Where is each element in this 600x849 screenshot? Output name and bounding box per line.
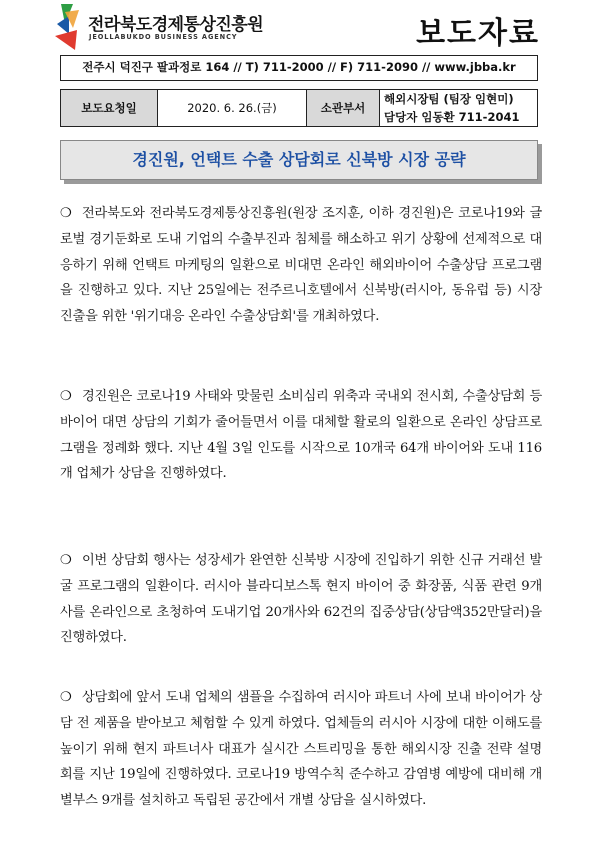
bullet-circle-icon: ❍ — [60, 690, 72, 705]
date-value: 2020. 6. 26.(금) — [158, 90, 307, 127]
dept-team: 해외시장팀 (팀장 임현미) — [384, 92, 514, 106]
headline: 경진원, 언택트 수출 상담회로 신북방 시장 공략 — [60, 140, 538, 180]
bullet-circle-icon: ❍ — [60, 553, 72, 568]
dept-label: 소관부서 — [307, 90, 380, 127]
info-table — [60, 89, 538, 127]
paragraph — [60, 384, 542, 487]
dept-contact: 담당자 임동환 711-2041 — [384, 110, 520, 124]
paragraph — [60, 548, 542, 651]
paragraph-text: 상담회에 앞서 도내 업체의 샘플을 수집하여 러시아 파트너 사에 보내 바이어가 상담 전 제품을 받아보고 체험할 수 있게 하였다. 업체들의 러시아 시장에 대한 이해도를 높이기 위해 현지 파트너사 대표가 실시간 스트리밍을 통한 해외시장 진출 전략 설명회를 지난 19일에 진행하였다. 코로나19 방역수칙 준수하고 감염병 예방에 대비해 개별부스 9개를 설치하고 독립된 공간에서 개별 상담을 실시하였다. — [60, 690, 542, 809]
org-subtitle: JEOLLABUKDO BUSINESS AGENCY — [89, 33, 238, 41]
dept-info — [380, 90, 538, 127]
bullet-circle-icon: ❍ — [60, 389, 72, 404]
contact-line: 전주시 덕진구 팔과정로 164 // T) 711-2000 // F) 711-2090 // www.jbba.kr — [60, 55, 538, 81]
paragraph-text: 전라북도와 전라북도경제통상진흥원(원장 조지훈, 이하 경진원)은 코로나19와 글로벌 경기둔화로 도내 기업의 수출부진과 침체를 해소하고 위기 상황에 선제적으로 대응하기 위해 언택트 마케팅의 일환으로 비대면 온라인 해외바이어 수출상담 프로그램을 진행하고 있다. 지난 25일에는 전주르니호텔에서 신북방(러시아, 동유럽 등) 시장 진출을 위한 '위기대응 온라인 수출상담회'를 개최하였다. — [60, 206, 542, 325]
org-name: 전라북도경제통상진흥원 — [88, 15, 264, 35]
header — [0, 0, 600, 62]
paragraph — [60, 201, 542, 330]
agency-logo-icon — [55, 4, 85, 52]
paragraph-text: 이번 상담회 행사는 성장세가 완연한 신북방 시장에 진입하기 위한 신규 거래선 발굴 프로그램의 일환이다. 러시아 블라디보스톡 현지 바이어 중 화장품, 식품 관련 9개사를 온라인으로 초청하여 도내기업 20개사와 62건의 집중상담(상담액352만달러)을 진행하였다. — [60, 553, 542, 646]
date-label: 보도요청일 — [61, 90, 158, 127]
bullet-circle-icon: ❍ — [60, 206, 72, 221]
paragraph-text: 경진원은 코로나19 사태와 맞물린 소비심리 위축과 국내외 전시회, 수출상담회 등 바이어 대면 상담의 기회가 줄어들면서 이를 대체할 활로의 일환으로 온라인 상담프로그램을 정례화 했다. 지난 4월 3일 인도를 시작으로 10개국 64개 바이어와 도내 116개 업체가 상담을 진행하였다. — [60, 389, 542, 482]
paragraph — [60, 685, 542, 814]
document-type: 보도자료 — [416, 16, 540, 51]
